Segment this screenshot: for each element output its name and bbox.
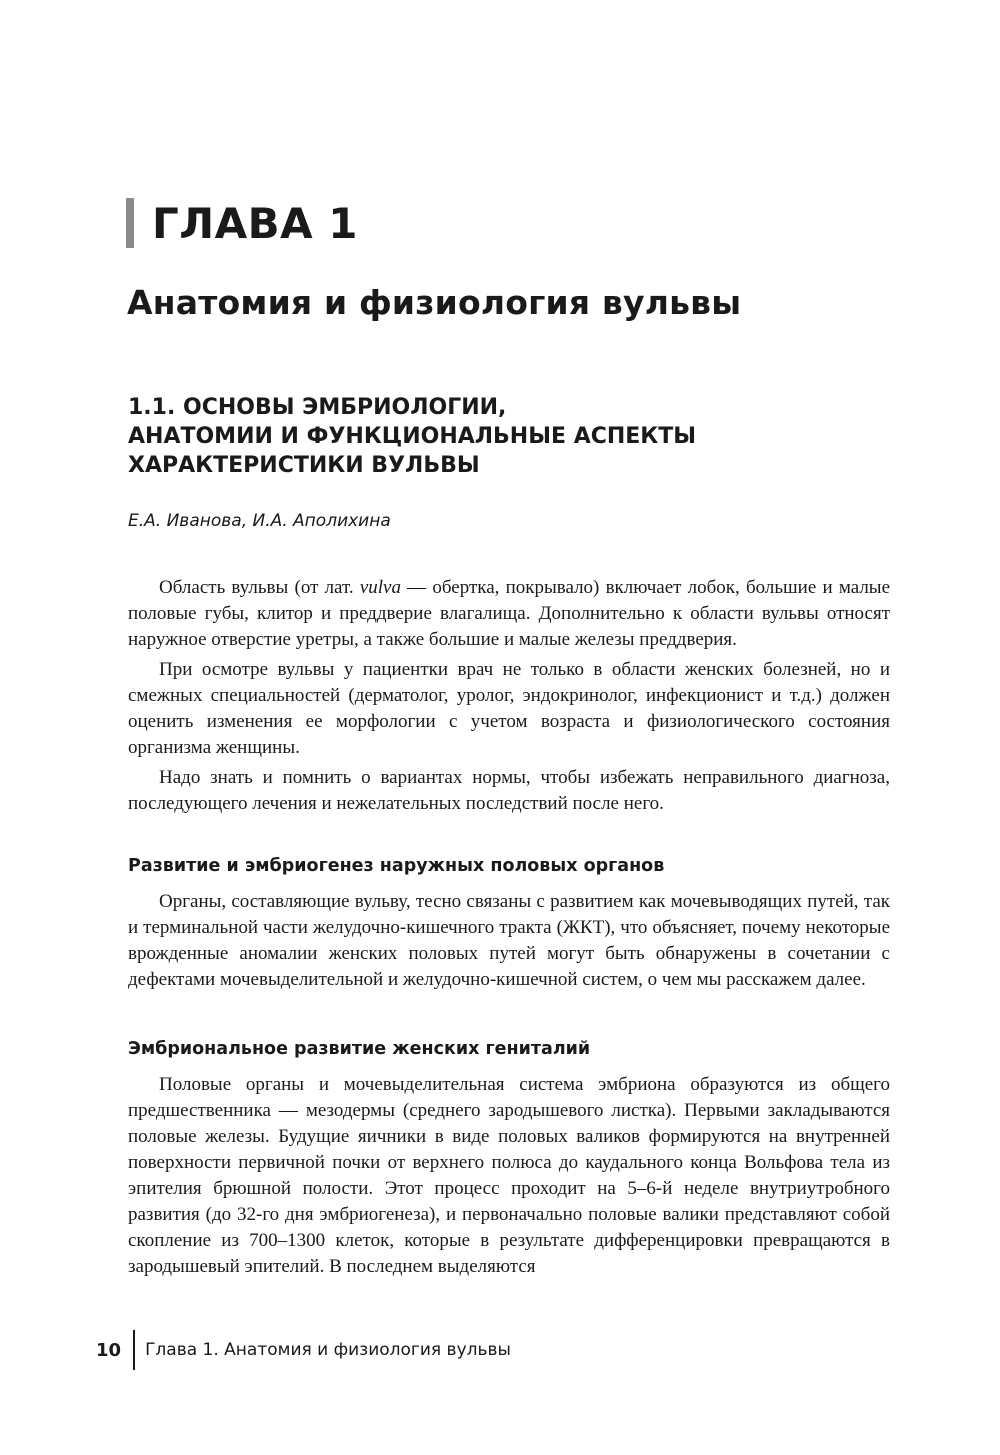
section-title <box>128 393 888 480</box>
chapter-title: Анатомия и физиология вульвы <box>127 283 742 322</box>
section-title-line-1: 1.1. ОСНОВЫ ЭМБРИОЛОГИИ, <box>128 395 507 420</box>
embryonic-text <box>128 1072 890 1284</box>
section-authors: Е.А. Иванова, И.А. Аполихина <box>128 511 391 531</box>
page-number: 10 <box>96 1339 122 1361</box>
embryonic-paragraph-1: Половые органы и мочевыделительная система эмбриона образуются из общего предшественника — мезодермы (среднего зародышевого листка). Первыми закладываются половые железы. Будущие яичники в виде половых валиков формируются на внутренней поверхности первичной почки от верхнего полюса до каудального конца Вольфова тела из эпителия брюшной полости. Этот процесс проходит на 5–6-й неделе внутриутробного развития (до 32-го дня эмбриогенеза), и первоначально половые валики представляют собой скопление из 700–1300 клеток, которые в результате дифференцировки превращаются в зародышевый эпителий. В последнем выделяются <box>128 1074 890 1277</box>
page-footer <box>96 1330 511 1370</box>
intro-paragraph-2: При осмотре вульвы у пациентки врач не только в области женских болезней, но и смежных специальностей (дерматолог, уролог, эндокринолог, инфекционист и т.д.) должен оценить изменения ее морфологии с учетом возраста и физиологического состояния организма женщины. <box>128 659 890 758</box>
footer-divider <box>133 1330 135 1370</box>
section-title-line-3: ХАРАКТЕРИСТИКИ ВУЛЬВЫ <box>128 453 480 478</box>
development-paragraph-1: Органы, составляющие вульву, тесно связаны с развитием как мочевыводящих путей, так и терминальной части желудочно-кишечного тракта (ЖКТ), что объясняет, почему некоторые врожденные аномалии женских половых путей могут быть обнаружены в сочетании с дефектами мочевыделительной и желудочно-кишечной систем, о чем мы расскажем далее. <box>128 891 890 990</box>
section-title-line-2: АНАТОМИИ И ФУНКЦИОНАЛЬНЫЕ АСПЕКТЫ <box>128 424 697 449</box>
subheading-embryonic: Эмбриональное развитие женских гениталий <box>128 1039 591 1059</box>
intro-text <box>128 575 890 821</box>
chapter-bar <box>126 198 134 248</box>
subheading-development: Развитие и эмбриогенез наружных половых органов <box>128 856 665 876</box>
latin-term: vulva <box>359 577 401 598</box>
running-title: Глава 1. Анатомия и физиология вульвы <box>145 1340 511 1360</box>
chapter-label <box>126 198 358 248</box>
intro-paragraph-3: Надо знать и помнить о вариантах нормы, чтобы избежать неправильного диагноза, последующего лечения и нежелательных последствий после него. <box>128 767 890 814</box>
development-text <box>128 889 890 997</box>
intro-paragraph-1: Область вульвы (от лат. vulva — обертка, покрывало) включает лобок, большие и малые половые губы, клитор и преддверие влагалища. Дополнительно к области вульвы относят наружное отверстие уретры, а также большие и малые железы преддверия. <box>128 577 890 650</box>
chapter-label-text: ГЛАВА 1 <box>152 198 359 248</box>
